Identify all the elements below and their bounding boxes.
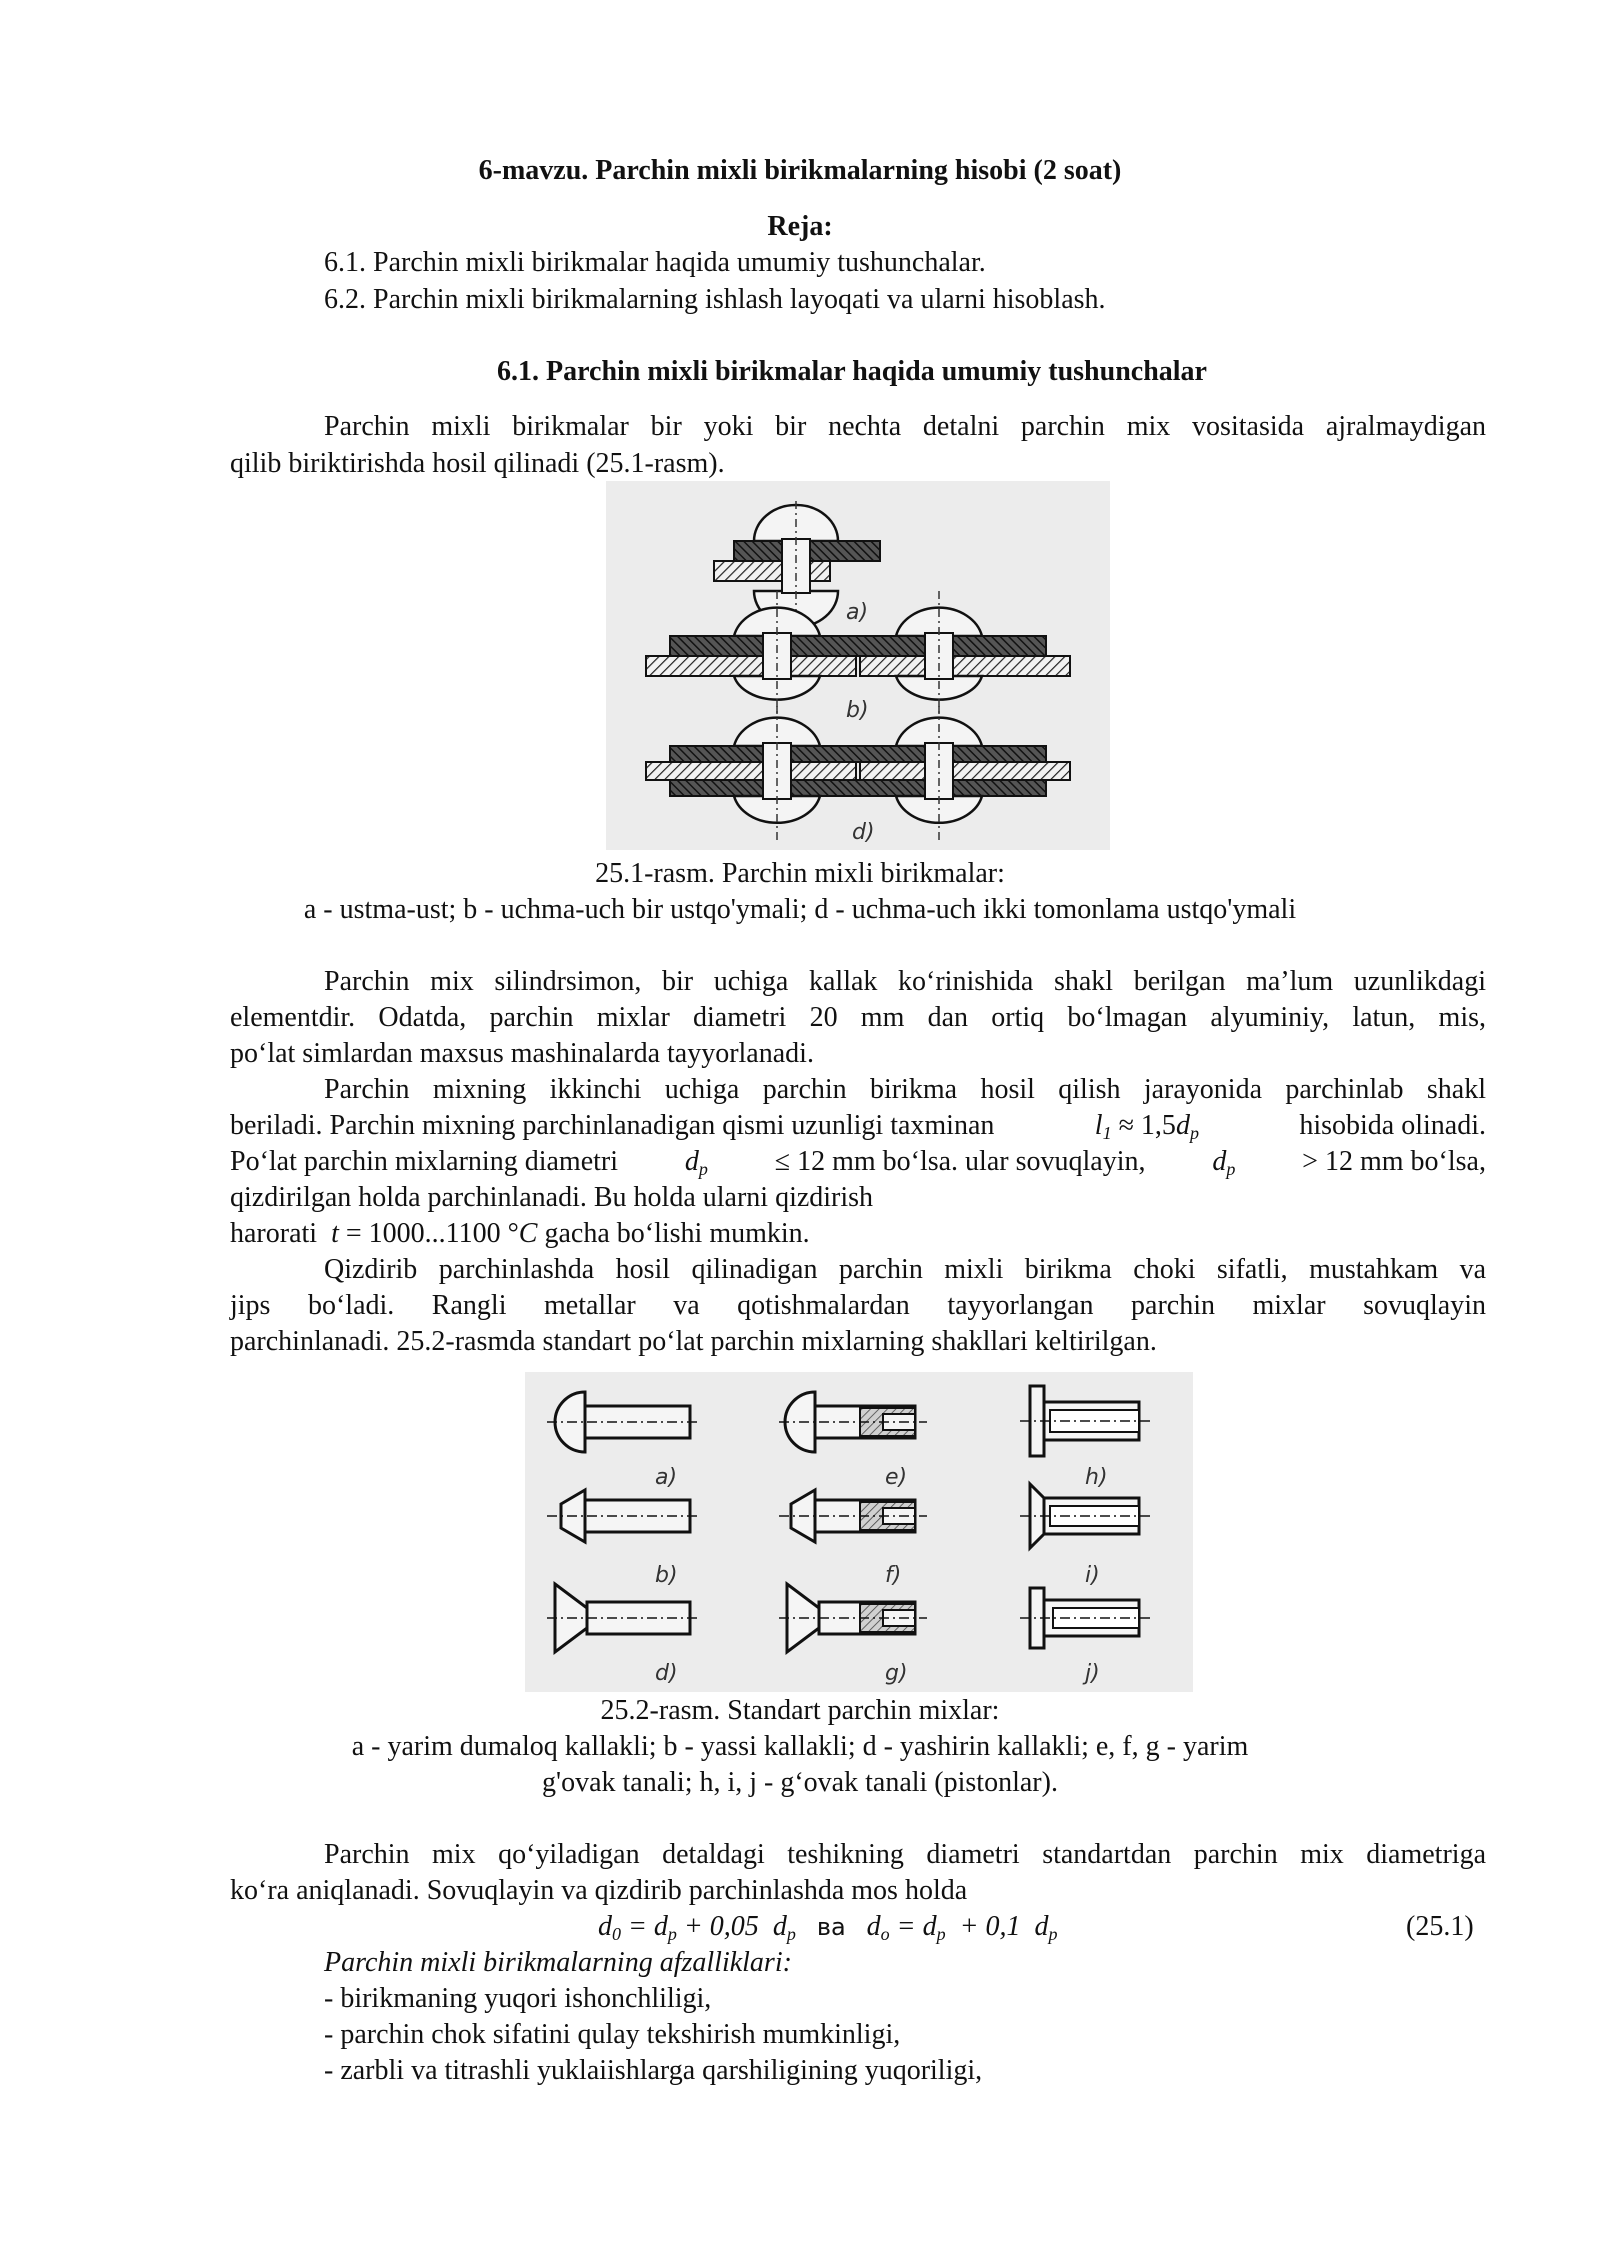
standard-rivets-diagram: [525, 1372, 1193, 1692]
paragraph-3-line-2-formula: $l_1 \approx 1,5d_p$: [1094, 1110, 1199, 1143]
advantages-item-2: - parchin chok sifatini qulay tekshirish mumkinligi,: [324, 2019, 901, 2050]
figure-25-1: [606, 481, 1110, 850]
paragraph-4-line-3: parchinlanadi. 25.2-rasmda standart po‘lat parchin mixlarning shakllari keltirilgan.: [230, 1326, 1157, 1357]
paragraph-4-line-1: Qizdirib parchinlashda hosil qilinadigan parchin mixli birikma choki sifatli, mustahkam va: [324, 1254, 1486, 1285]
paragraph-3-line-4: qizdirilgan holda parchinlanadi. Bu holda ularni qizdirish: [230, 1182, 874, 1213]
rivet-e-drawing: [779, 1392, 927, 1452]
paragraph-2-line-1: Parchin mix silindrsimon, bir uchiga kallak ko‘rinishida shakl berilgan ma’lum uzunlikdagi: [324, 966, 1486, 997]
rivet-j-drawing: [1020, 1588, 1150, 1648]
rivet-i-drawing: [1020, 1484, 1150, 1548]
paragraph-5-line-2: ko‘ra aniqlanadi. Sovuqlayin va qizdirib parchinlashda mos holda: [230, 1875, 968, 1906]
rivet-b-drawing: [547, 1490, 700, 1542]
advantages-item-3: - zarbli va titrashli yuklaiishlarga qarshiligining yuqoriligi,: [324, 2055, 983, 2086]
paragraph-3-line-5: harorati t = 1000...1100 °C gacha bo‘lishi mumkin.: [230, 1218, 810, 1249]
paragraph-1-line-1: Parchin mixli birikmalar bir yoki bir nechta detalni parchin mix vositasida ajralmaydigan: [324, 411, 1486, 442]
figure-25-2-label-f: f): [885, 1563, 902, 1588]
page-title: 6-mavzu. Parchin mixli birikmalarning hisobi (2 soat): [478, 155, 1122, 186]
formula-number: (25.1): [1406, 1911, 1474, 1942]
figure-25-2-label-e: e): [885, 1465, 908, 1490]
figure-25-2-label-g: g): [885, 1661, 908, 1686]
paragraph-2-line-2: elementdir. Odatda, parchin mixlar diametri 20 mm dan ortiq bo‘lmagan alyuminiy, latun, mis,: [230, 1002, 1486, 1033]
paragraph-3-line-3-formula-2: $d_p$: [1212, 1146, 1236, 1179]
paragraph-3-line-3-text-b: ≤ 12 mm bo‘lsa. ular sovuqlayin,: [774, 1146, 1146, 1177]
figure-25-2-caption-line-1: 25.2-rasm. Standart parchin mixlar:: [600, 1695, 1000, 1726]
rivet-d-drawing: [547, 1584, 700, 1652]
figure-25-2-caption-line-2: a - yarim dumaloq kallakli; b - yassi kallakli; d - yashirin kallakli; e, f, g - yarim: [351, 1731, 1249, 1762]
paragraph-3-line-3-formula-1: $d_p$: [684, 1146, 708, 1179]
paragraph-4-line-2: jips bo‘ladi. Rangli metallar va qotishmalardan tayyorlangan parchin mixlar sovuqlayin: [230, 1290, 1486, 1321]
paragraph-2-line-3: po‘lat simlardan maxsus mashinalarda tayyorlanadi.: [230, 1038, 814, 1069]
figure-25-2-label-a: a): [655, 1465, 678, 1490]
rivet-h-drawing: [1020, 1386, 1150, 1456]
paragraph-3-line-3-text-c: > 12 mm bo‘lsa,: [1302, 1146, 1486, 1177]
paragraph-3-line-2-text-a: beriladi. Parchin mixning parchinlanadigan qismi uzunligi taxminan: [230, 1110, 995, 1141]
figure-25-1-caption-line-2: a - ustma-ust; b - uchma-uch bir ustqo'ymali; d - uchma-uch ikki tomonlama ustqo'ymali: [303, 894, 1297, 925]
paragraph-3-line-1: Parchin mixning ikkinchi uchiga parchin birikma hosil qilish jarayonida parchinlab shakl: [324, 1074, 1486, 1105]
riveted-joints-diagram: [606, 481, 1110, 850]
figure-25-2-label-i: i): [1085, 1563, 1100, 1588]
paragraph-3-line-3-text-a: Po‘lat parchin mixlarning diametri: [230, 1146, 619, 1177]
figure-25-2-label-b: b): [655, 1563, 678, 1588]
paragraph-5-line-1: Parchin mix qo‘yiladigan detaldagi teshikning diametri standartdan parchin mix diametriga: [324, 1839, 1486, 1870]
rivet-g-drawing: [779, 1584, 927, 1652]
double-strap-butt-joint-drawing: [646, 706, 1070, 845]
section-heading: 6.1. Parchin mixli birikmalar haqida umumiy tushunchalar: [497, 356, 1207, 387]
figure-25-1-label-b: b): [846, 698, 869, 723]
formula-25-1: $d_0 = d_p + 0,05$ $d_p$ ва $d_o = d_p + 0,1$ $d_p$: [598, 1911, 1058, 1944]
plan-item-2: 6.2. Parchin mixli birikmalarning ishlash layoqati va ularni hisoblash.: [324, 284, 1106, 315]
plan-heading: Reja:: [767, 211, 833, 242]
rivet-f-drawing: [779, 1490, 927, 1542]
paragraph-3-line-2-text-b: hisobida olinadi.: [1299, 1110, 1486, 1141]
paragraph-1-line-2: qilib biriktirishda hosil qilinadi (25.1-rasm).: [230, 448, 725, 479]
figure-25-1-label-a: a): [846, 600, 869, 625]
advantages-item-1: - birikmaning yuqori ishonchliligi,: [324, 1983, 712, 2014]
advantages-heading: Parchin mixli birikmalarning afzalliklari:: [324, 1947, 792, 1978]
figure-25-2-label-d: d): [655, 1661, 678, 1686]
rivet-a-drawing: [547, 1392, 700, 1452]
figure-25-2: [525, 1372, 1193, 1692]
figure-25-2-caption-line-3: g'ovak tanali; h, i, j - g‘ovak tanali (pistonlar).: [542, 1767, 1058, 1798]
figure-25-1-caption-line-1: 25.1-rasm. Parchin mixli birikmalar:: [595, 858, 1005, 889]
figure-25-2-label-j: j): [1085, 1661, 1100, 1686]
figure-25-2-label-h: h): [1085, 1465, 1108, 1490]
figure-25-1-label-d: d): [852, 820, 875, 845]
plan-item-1: 6.1. Parchin mixli birikmalar haqida umumiy tushunchalar.: [324, 247, 986, 278]
